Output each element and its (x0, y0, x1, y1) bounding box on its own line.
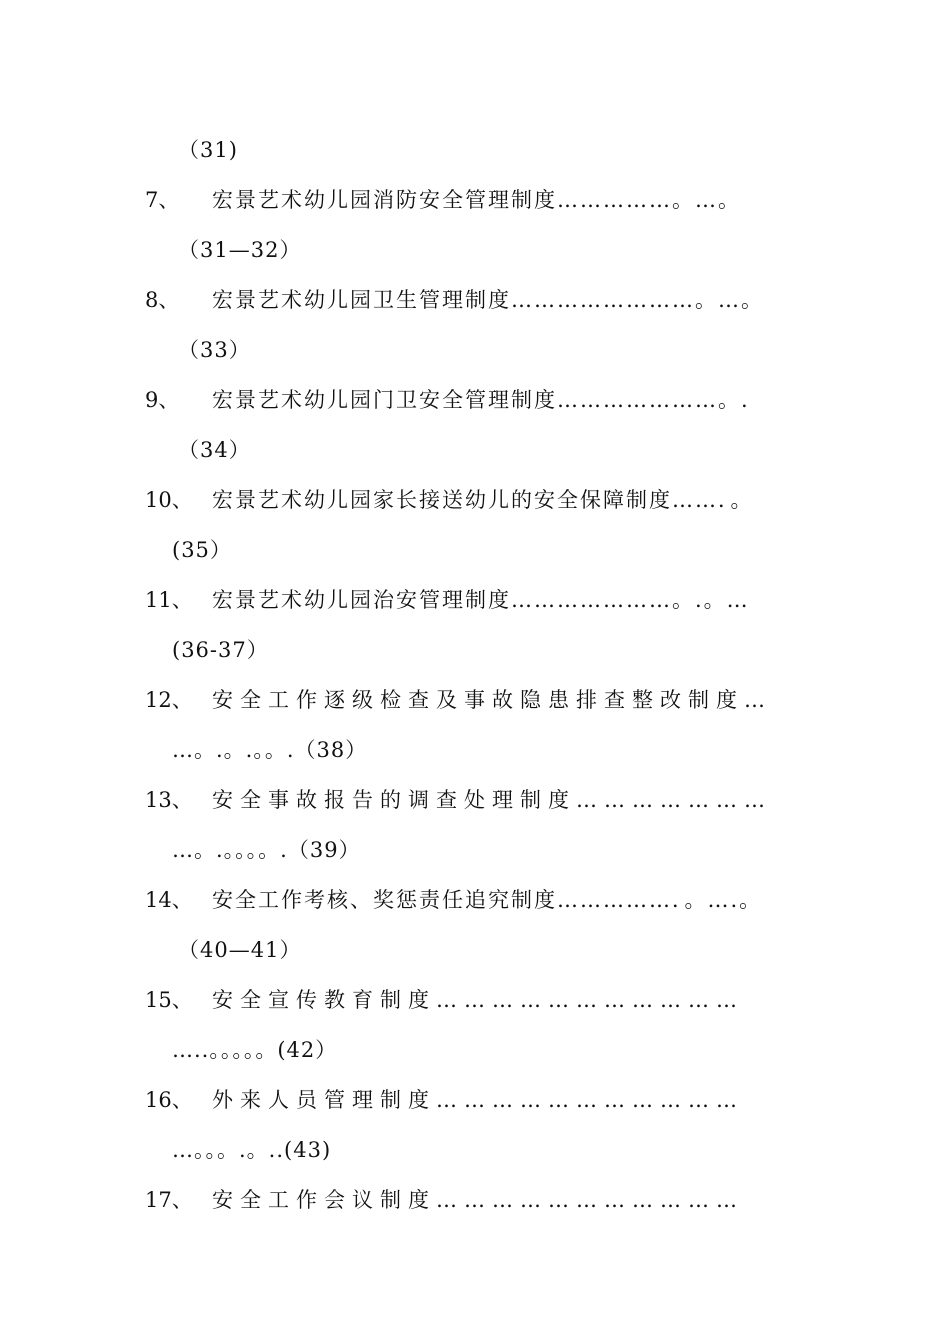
toc-entry-title: 宏景艺术幼儿园治安管理制度…………………。.。… (212, 588, 750, 612)
toc-page-ref: …。.。.。。.（38） (172, 738, 368, 762)
toc-entry-number: 9、 (145, 388, 180, 412)
toc-page-ref: （40—41） (178, 938, 302, 962)
toc-page-ref: …..。。。。。(42） (172, 1038, 338, 1062)
toc-entry-number: 16、 (145, 1088, 193, 1112)
toc-entry-number: 14、 (145, 888, 193, 912)
toc-page-ref: (36-37） (172, 638, 269, 662)
toc-entry-number: 12、 (145, 688, 193, 712)
toc-entry-title: 宏景艺术幼儿园卫生管理制度……………………。…。 (212, 288, 764, 312)
toc-page-ref: …。。。.。..(43) (172, 1138, 332, 1162)
toc-page-ref: （31—32） (178, 238, 302, 262)
toc-entry-number: 15、 (145, 988, 193, 1012)
toc-page-ref: …。.。。。。.（39） (172, 838, 361, 862)
toc-page-ref: （31) (178, 138, 238, 162)
toc-entry-title: 安全事故报告的调查处理制度………………… (212, 788, 772, 812)
toc-entry-title: 外来人员管理制度…………………………… (212, 1088, 744, 1112)
toc-entry-number: 10、 (145, 488, 193, 512)
toc-entry-number: 13、 (145, 788, 193, 812)
toc-entry-number: 11、 (145, 588, 193, 612)
toc-entry-title: 宏景艺术幼儿园家长接送幼儿的安全保障制度……．。 (212, 488, 754, 512)
toc-entry-title: 安全工作会议制度…………………………… (212, 1188, 744, 1212)
toc-entry-title: 安全工作逐级检查及事故隐患排查整改制度… (212, 688, 772, 712)
toc-entry-number: 7、 (145, 188, 180, 212)
toc-entry-number: 8、 (145, 288, 180, 312)
toc-entry-number: 17、 (145, 1188, 193, 1212)
toc-entry-title: 安全工作考核、奖惩责任追究制度……………．。….。 (212, 888, 763, 912)
toc-entry-title: 安全宣传教育制度…………………………… (212, 988, 744, 1012)
toc-page-ref: （34） (178, 438, 251, 462)
toc-entry-title: 宏景艺术幼儿园消防安全管理制度……………。…。 (212, 188, 741, 212)
toc-page-ref: （33） (178, 338, 251, 362)
toc-page-ref: (35） (172, 538, 232, 562)
toc-entry-title: 宏景艺术幼儿园门卫安全管理制度…………………。. (212, 388, 750, 412)
